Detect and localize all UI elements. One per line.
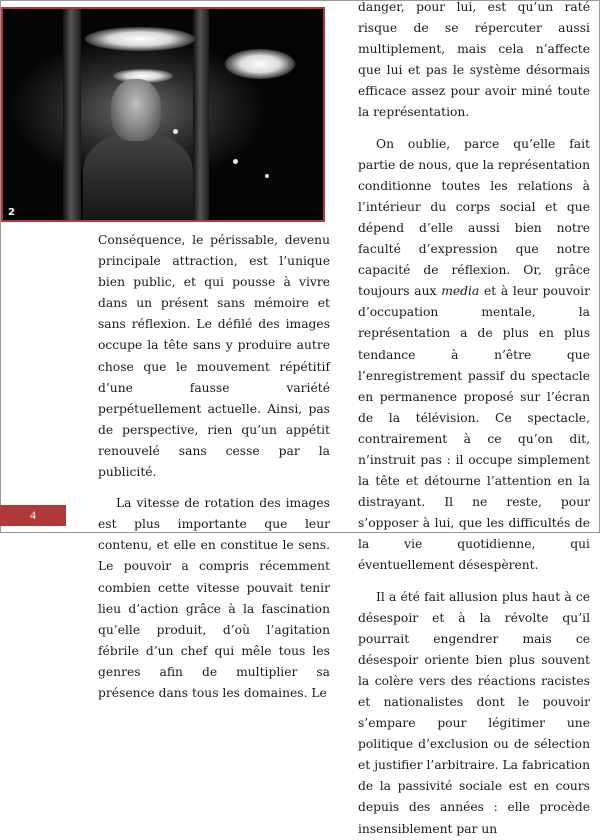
paragraph: Il a été fait allusion plus haut à ce désespoir et à la révolte qu’il pourrait engendrer mais ce désespoir oriente bien plus souvent la colère vers des réactions racistes et nationalistes dont le pouvoir s’empare pour légitimer une politique d’exclusion ou de sélection et justifier l’arbitraire. La fabrication de la passivité sociale est en cours depuis des années : elle procède insensiblement par un <box>358 589 590 836</box>
light-dot <box>265 174 269 178</box>
ceiling-lamp <box>85 27 195 51</box>
glass-tube-left <box>63 9 81 222</box>
right-column <box>358 0 590 840</box>
paragraph: Conséquence, le périssable, devenu principale attraction, est l’unique bien public, et qui pousse à vivre dans un présent sans mémoire et sans réflexion. Le défilé des images occupe la tête sans y produire autre chose que le mouvement répétitif d’une fausse variété perpétuellement actuelle. Ainsi, pas de perspective, rien qu’un appétit renouvelé sans cesse par la publicité. <box>98 233 330 480</box>
light-dot <box>173 129 178 134</box>
text-run: et à leur pouvoir d’occupation mentale, la représentation a de plus en plus tendance à n’être que l’enregistrement passif du spectacle en permanence proposé sur l’écran de la télévision. Ce spectacle, contrairement à ce qu’on dit, n’instruit pas : il occupe simplement la tête et détourne l’attention en la distrayant. Il ne reste, pour s’opposer à lui, que les difficultés de la vie quotidienne, qui éventuellement désespèrent. <box>358 284 590 573</box>
emphasis-media: media <box>441 284 480 299</box>
light-dot <box>233 159 238 164</box>
paragraph: La vitesse de rotation des images est plus importante que leur contenu, et elle en constitue le sens. Le pouvoir a compris récemment combien cette vitesse pouvait tenir lieu d’action grâce à la fascination qu’elle produit, d’où l’agitation fébrile d’un chef qui mêle tous les genres afin de multiplier sa présence dans tous les domaines. Le <box>98 496 330 700</box>
figure-face <box>111 79 161 141</box>
paragraph <box>358 134 590 577</box>
ceiling-lamp <box>225 49 295 79</box>
glass-tube-right <box>193 9 209 222</box>
left-column <box>98 230 330 704</box>
photograph <box>1 7 325 222</box>
page-number: 4 <box>0 505 66 526</box>
paragraph: danger, pour lui, est qu’un raté risque de se répercuter aussi multiplement, mais cela n’affecte que lui et pas le système désormais efficace assez pour avoir miné toute la représentation. <box>358 0 590 120</box>
figure-body <box>83 134 193 222</box>
text-run: On oublie, parce qu’elle fait partie de nous, que la représentation conditionne toutes les relations à l’intérieur du corps social et que dépend d’elle aussi bien notre faculté d’expression que notre capacité de réflexion. Or, grâce toujours aux <box>358 136 590 299</box>
figure-number: 2 <box>8 207 15 218</box>
